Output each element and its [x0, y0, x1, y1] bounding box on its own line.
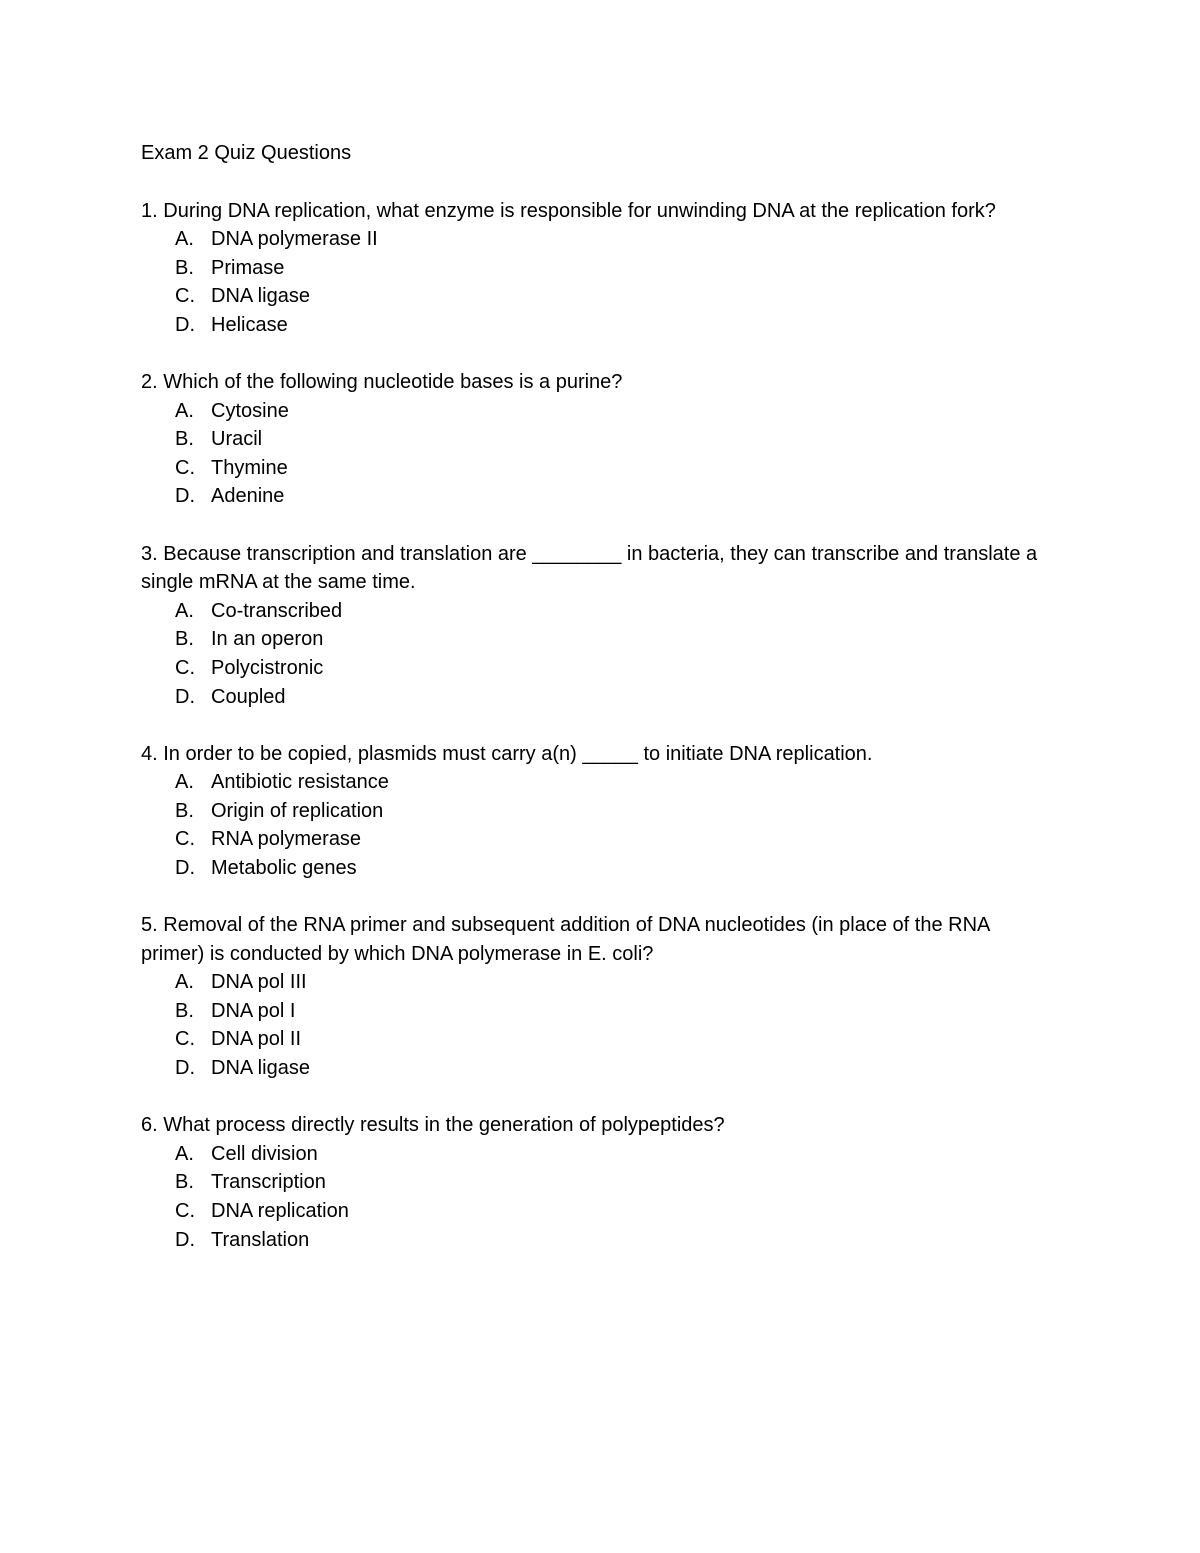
question-text	[141, 540, 1041, 597]
answer-option	[175, 425, 1041, 454]
option-letter: A.	[175, 771, 194, 794]
question-text	[141, 740, 1041, 769]
option-text: Metabolic genes	[211, 856, 357, 879]
option-letter: A.	[175, 1142, 194, 1165]
question-4	[141, 740, 1041, 883]
answer-option	[175, 1197, 1041, 1226]
option-text: DNA ligase	[211, 1057, 310, 1080]
answer-option	[175, 768, 1041, 797]
answer-option	[175, 1226, 1041, 1255]
option-letter: A.	[175, 599, 194, 622]
answer-option	[175, 482, 1041, 511]
answer-option	[175, 797, 1041, 826]
question-prompt: What process directly results in the generation of polypeptides?	[163, 1114, 725, 1137]
option-letter: B.	[175, 428, 194, 451]
question-text	[141, 197, 1041, 226]
option-text: Primase	[211, 256, 285, 279]
option-letter: C.	[175, 456, 195, 479]
answer-options	[141, 597, 1041, 711]
document-title: Exam 2 Quiz Questions	[141, 142, 352, 164]
option-text: In an operon	[211, 628, 324, 651]
option-letter: B.	[175, 1171, 194, 1194]
answer-option	[175, 397, 1041, 426]
option-text: Cell division	[211, 1142, 318, 1165]
question-number: 2.	[141, 371, 158, 394]
option-letter: A.	[175, 228, 194, 251]
answer-options	[141, 397, 1041, 511]
option-text: Antibiotic resistance	[211, 771, 389, 794]
question-3	[141, 540, 1041, 712]
option-text: Uracil	[211, 428, 263, 451]
option-text: Transcription	[211, 1171, 326, 1194]
answer-options	[141, 768, 1041, 882]
option-letter: C.	[175, 656, 195, 679]
question-number: 4.	[141, 742, 158, 765]
option-text: Cytosine	[211, 399, 289, 422]
question-prompt: During DNA replication, what enzyme is responsible for unwinding DNA at the replication fork?	[163, 199, 996, 222]
answer-options	[141, 1140, 1041, 1254]
option-letter: D.	[175, 1057, 195, 1080]
answer-option	[175, 254, 1041, 283]
answer-option	[175, 854, 1041, 883]
option-letter: B.	[175, 628, 194, 651]
option-text: RNA polymerase	[211, 828, 362, 851]
option-letter: D.	[175, 856, 195, 879]
option-text: DNA pol I	[211, 999, 296, 1022]
answer-option	[175, 597, 1041, 626]
question-number: 6.	[141, 1114, 158, 1137]
answer-option	[175, 311, 1041, 340]
option-text: Co-transcribed	[211, 599, 343, 622]
question-6	[141, 1111, 1041, 1254]
question-prompt: In order to be copied, plasmids must carry a(n) _____ to initiate DNA replication.	[163, 742, 873, 765]
option-text: Adenine	[211, 485, 285, 508]
option-text: DNA pol II	[211, 1028, 302, 1051]
answer-option	[175, 683, 1041, 712]
answer-option	[175, 654, 1041, 683]
question-5	[141, 911, 1041, 1083]
question-prompt: Which of the following nucleotide bases is a purine?	[163, 371, 623, 394]
answer-option	[175, 968, 1041, 997]
option-letter: B.	[175, 799, 194, 822]
option-text: Origin of replication	[211, 799, 384, 822]
answer-option	[175, 282, 1041, 311]
question-number: 1.	[141, 199, 158, 222]
option-letter: C.	[175, 828, 195, 851]
option-letter: C.	[175, 285, 195, 308]
answer-option	[175, 1025, 1041, 1054]
option-letter: C.	[175, 1199, 195, 1222]
answer-option	[175, 825, 1041, 854]
question-number: 5.	[141, 914, 158, 937]
option-letter: A.	[175, 399, 194, 422]
option-letter: D.	[175, 485, 195, 508]
option-text: Polycistronic	[211, 656, 324, 679]
option-text: DNA replication	[211, 1199, 349, 1222]
question-prompt: Because transcription and translation are ________ in bacteria, they can transcribe and translate a single mRNA at the same time.	[141, 542, 1038, 594]
answer-option	[175, 1140, 1041, 1169]
option-text: DNA ligase	[211, 285, 310, 308]
answer-options	[141, 225, 1041, 339]
option-text: Translation	[211, 1228, 310, 1251]
option-letter: D.	[175, 685, 195, 708]
option-letter: B.	[175, 999, 194, 1022]
question-1	[141, 197, 1041, 340]
option-text: DNA polymerase II	[211, 228, 378, 251]
answer-options	[141, 968, 1041, 1082]
option-text: Helicase	[211, 313, 288, 336]
question-prompt: Removal of the RNA primer and subsequent addition of DNA nucleotides (in place of the RNA primer) is conducted by which DNA polymerase in E. coli?	[141, 914, 990, 965]
option-letter: C.	[175, 1028, 195, 1051]
question-text	[141, 1111, 1041, 1140]
answer-option	[175, 454, 1041, 483]
answer-option	[175, 625, 1041, 654]
answer-option	[175, 997, 1041, 1026]
question-text	[141, 911, 1041, 968]
option-letter: D.	[175, 313, 195, 336]
question-2	[141, 368, 1041, 511]
option-letter: A.	[175, 971, 194, 994]
option-letter: D.	[175, 1228, 195, 1251]
answer-option	[175, 1168, 1041, 1197]
question-text	[141, 368, 1041, 397]
answer-option	[175, 225, 1041, 254]
document-page	[141, 139, 1041, 1283]
option-text: Coupled	[211, 685, 286, 708]
answer-option	[175, 1054, 1041, 1083]
option-letter: B.	[175, 256, 194, 279]
option-text: DNA pol III	[211, 971, 307, 994]
option-text: Thymine	[211, 456, 288, 479]
question-number: 3.	[141, 542, 158, 565]
